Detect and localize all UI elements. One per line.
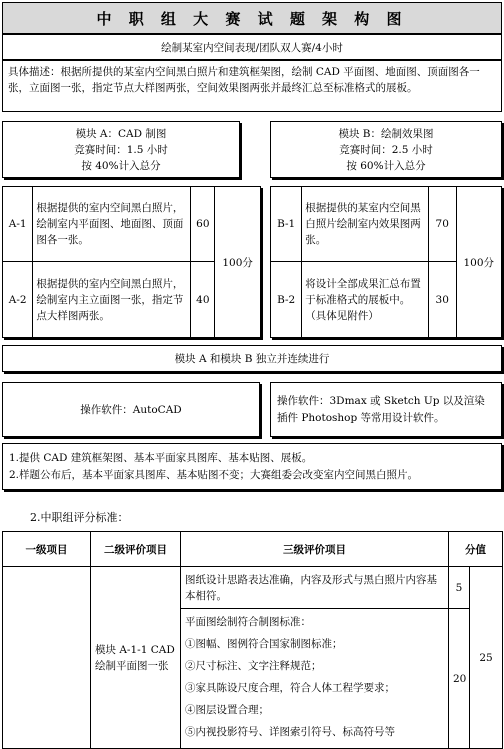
page-title: 中 职 组 大 赛 试 题 架 构 图 [2,2,502,34]
eval-level3-cell: 平面图绘制符合制图标准： ①图幅、图例符合国家制图标准； ②尺寸标注、文字注释规范； ③家具陈设尺度合理，符合人体工程学要求； ④图层设置合理； ⑤内视投影符号、详图索引符号、标高符号等 [181,609,449,749]
module-b-header [270,121,502,178]
module-b-time: 竞赛时间：2.5 小时 [339,143,433,156]
module-a-row-score: 40 [191,262,215,338]
module-b-row-text: 将设计全部成果汇总布置于标准格式的展板中。（具体见附件） [302,262,429,338]
eval-level2-cell: 模块 A-1-1 CAD 绘制平面图一张 [91,567,181,749]
module-a-row-text: 根据提供的室内空间黑白照片，绘制室内平面图、地面图、顶面图各一张。 [33,187,191,262]
eval-header-level2: 二级评价项目 [91,532,181,567]
module-a-row-id: A-1 [3,187,33,262]
eval-row-score: 20 [449,609,470,749]
module-a-name: 模块 A：CAD 制图 [75,127,167,140]
module-a-time: 竞赛时间：1.5 小时 [74,143,168,156]
software-b: 操作软件：3Dmax 或 Sketch Up 以及渲染插件 Photoshop 等常用设计软件。 [270,382,502,437]
module-note: 模块 A 和模块 B 独立并连续进行 [2,345,502,372]
subtitle: 绘制某室内空间表现/团队双人赛/4小时 [2,34,502,60]
module-a-total: 100分 [215,187,261,338]
module-a-weight: 按 40%计入总分 [81,159,161,172]
module-b-weight: 按 60%计入总分 [346,159,426,172]
provision-item: 2.样题公布后，基本平面家具图库、基本贴图不变；大赛组委会改变室内空间黑白照片。 [9,469,419,481]
eval-header-level3: 三级评价项目 [181,532,449,567]
module-b-row-id: B-1 [271,187,302,262]
module-b-row-id: B-2 [271,262,302,338]
module-b-row-score: 70 [428,187,456,262]
scoring-standard-title: 2.中职组评分标准： [30,511,129,524]
eval-header-level1: 一级项目 [3,532,91,567]
software-a: 操作软件：AutoCAD [2,382,260,437]
module-b-row-text: 根据提供的某室内空间黑白照片绘制室内效果图两张。 [302,187,429,262]
module-b-table [270,186,502,338]
eval-row-score: 5 [449,567,470,609]
module-a-row-score: 60 [191,187,215,262]
module-a-table [2,186,261,338]
module-a-header [2,121,240,178]
eval-level1-cell [3,567,91,749]
module-b-total: 100分 [456,187,502,338]
eval-header-score: 分值 [449,532,503,567]
module-a-row-text: 根据提供的室内空间黑白照片，绘制室内主立面图一张，指定节点大样图两张。 [33,262,191,338]
eval-level3-cell: 图纸设计思路表达准确，内容及形式与黑白照片内容基本相符。 [181,567,449,609]
module-b-name: 模块 B：绘制效果图 [338,127,434,140]
provisions-list [2,443,502,490]
module-b-row-score: 30 [428,262,456,338]
eval-total-score: 25 [470,567,503,749]
module-a-row-id: A-2 [3,262,33,338]
description: 具体描述：根据所提供的某室内空间黑白照片和建筑框架图，绘制 CAD 平面图、地面图、顶面图各一张，立面图一张，指定节点大样图两张，空间效果图两张并最终汇总至标准格式的展板。 [2,60,502,112]
provision-item: 1.提供 CAD 建筑框架图、基本平面家具图库、基本贴图、展板。 [9,452,313,464]
evaluation-table [2,531,503,749]
